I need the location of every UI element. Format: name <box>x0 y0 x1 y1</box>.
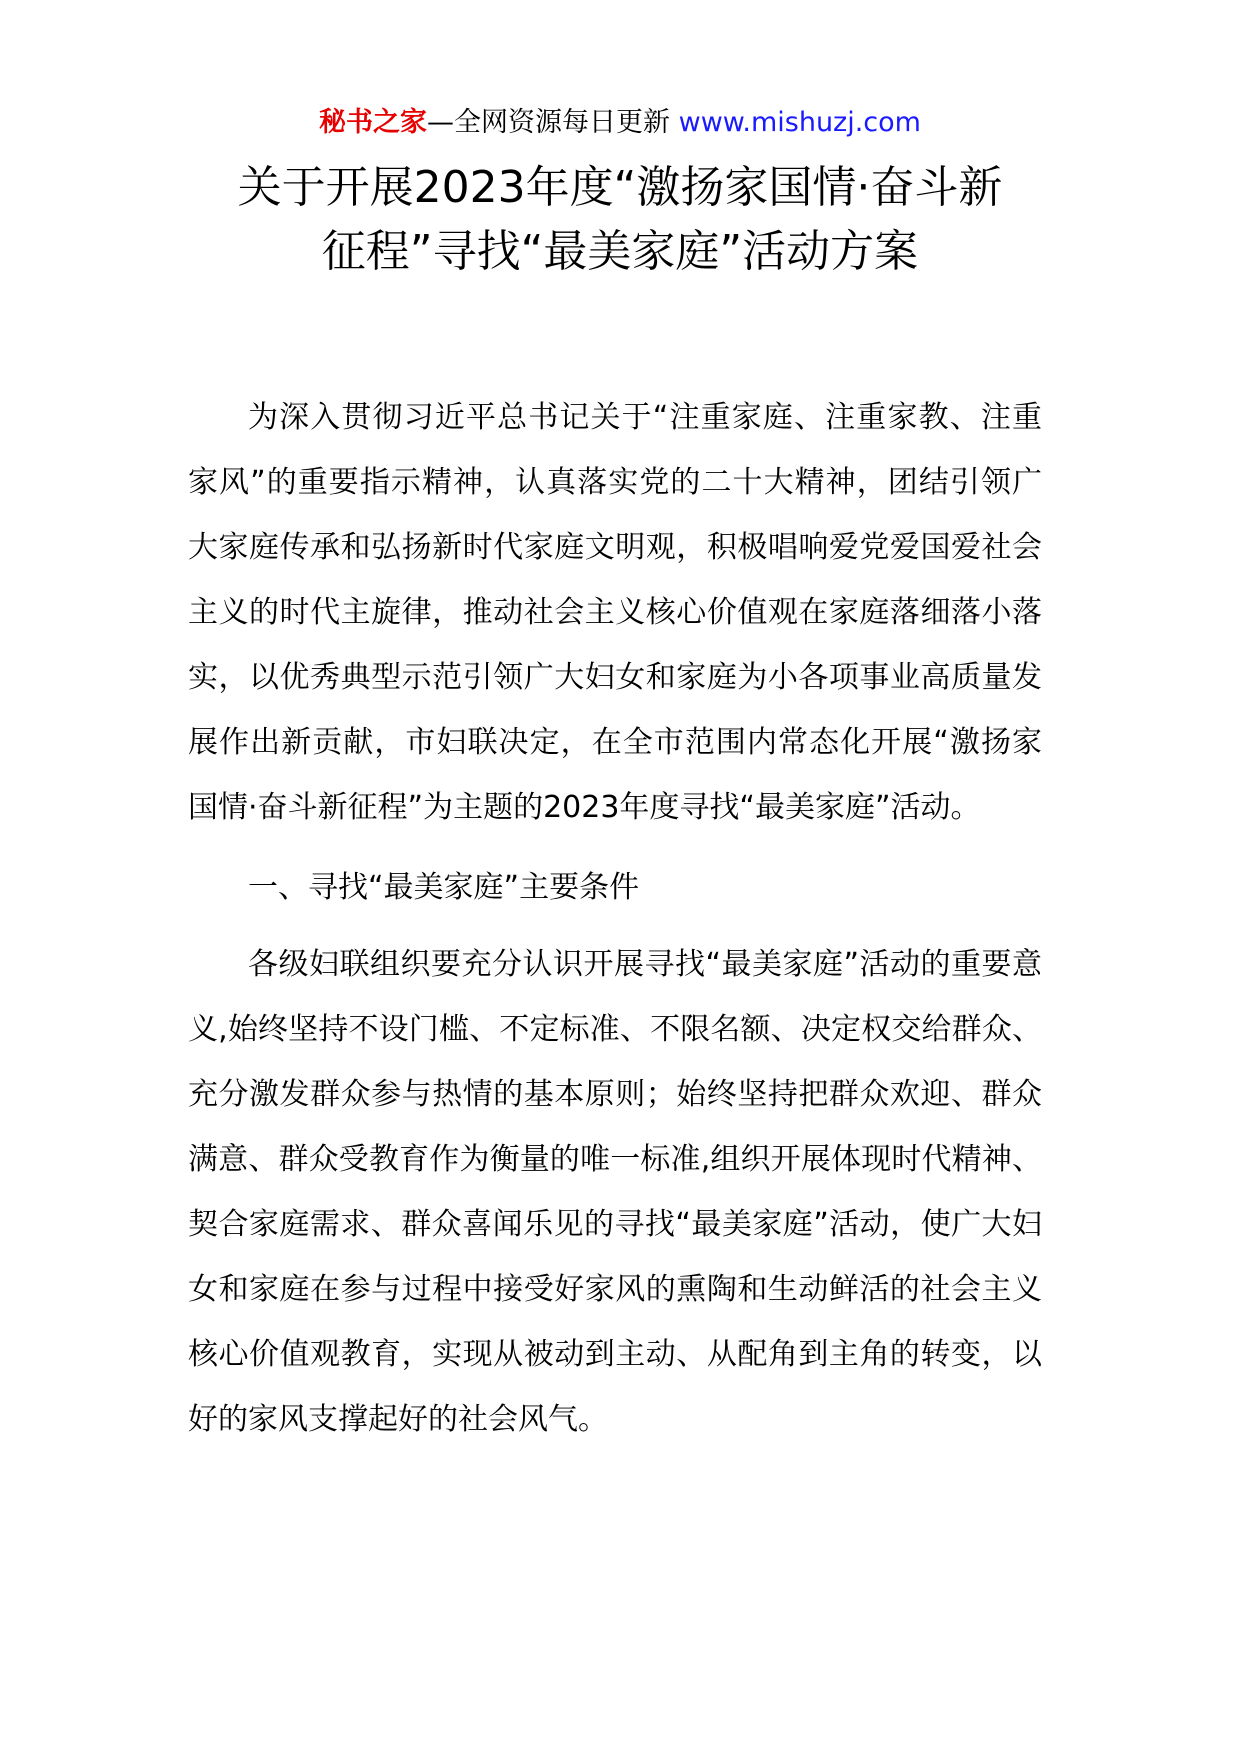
site-tagline: —全网资源每日更新 <box>427 107 679 138</box>
section-heading-1: 一、寻找“最美家庭”主要条件 <box>248 870 640 905</box>
site-url-link[interactable]: www.mishuzj.com <box>678 107 921 138</box>
site-brand: 秘书之家 <box>319 107 428 138</box>
body-paragraph-2: 各级妇联组织要充分认识开展寻找“最美家庭”活动的重要意义,始终坚持不设门槛、不定标准、不限名额、决定权交给群众、充分激发群众参与热情的基本原则；始终坚持把群众欢迎、群众满意、群众受教育作为衡量的唯一标准,组织开展体现时代精神、契合家庭需求、群众喜闻乐见的寻找“最美家庭”活动，使广大妇女和家庭在参与过程中接受好家风的熏陶和生动鲜活的社会主义核心价值观教育，实现从被动到主动、从配角到主角的转变，以好的家风支撑起好的社会风气。 <box>188 947 1042 1437</box>
body-paragraph-1: 为深入贯彻习近平总书记关于“注重家庭、注重家教、注重家风”的重要指示精神，认真落实党的二十大精神，团结引领广大家庭传承和弘扬新时代家庭文明观，积极唱响爱党爱国爱社会主义的时代主旋律，推动社会主义核心价值观在家庭落细落小落实，以优秀典型示范引领广大妇女和家庭为小各项事业高质量发展作出新贡献，市妇联决定，在全市范围内常态化开展“激扬家国情·奋斗新征程”为主题的2023年度寻找“最美家庭”活动。 <box>188 400 1042 825</box>
document-title <box>150 156 1090 284</box>
document-body <box>188 385 1042 1452</box>
document-title-line-1: 关于开展2023年度“激扬家国情·奋斗新 <box>237 162 1003 213</box>
site-header <box>0 100 1240 146</box>
document-title-line-2: 征程”寻找“最美家庭”活动方案 <box>321 226 919 277</box>
